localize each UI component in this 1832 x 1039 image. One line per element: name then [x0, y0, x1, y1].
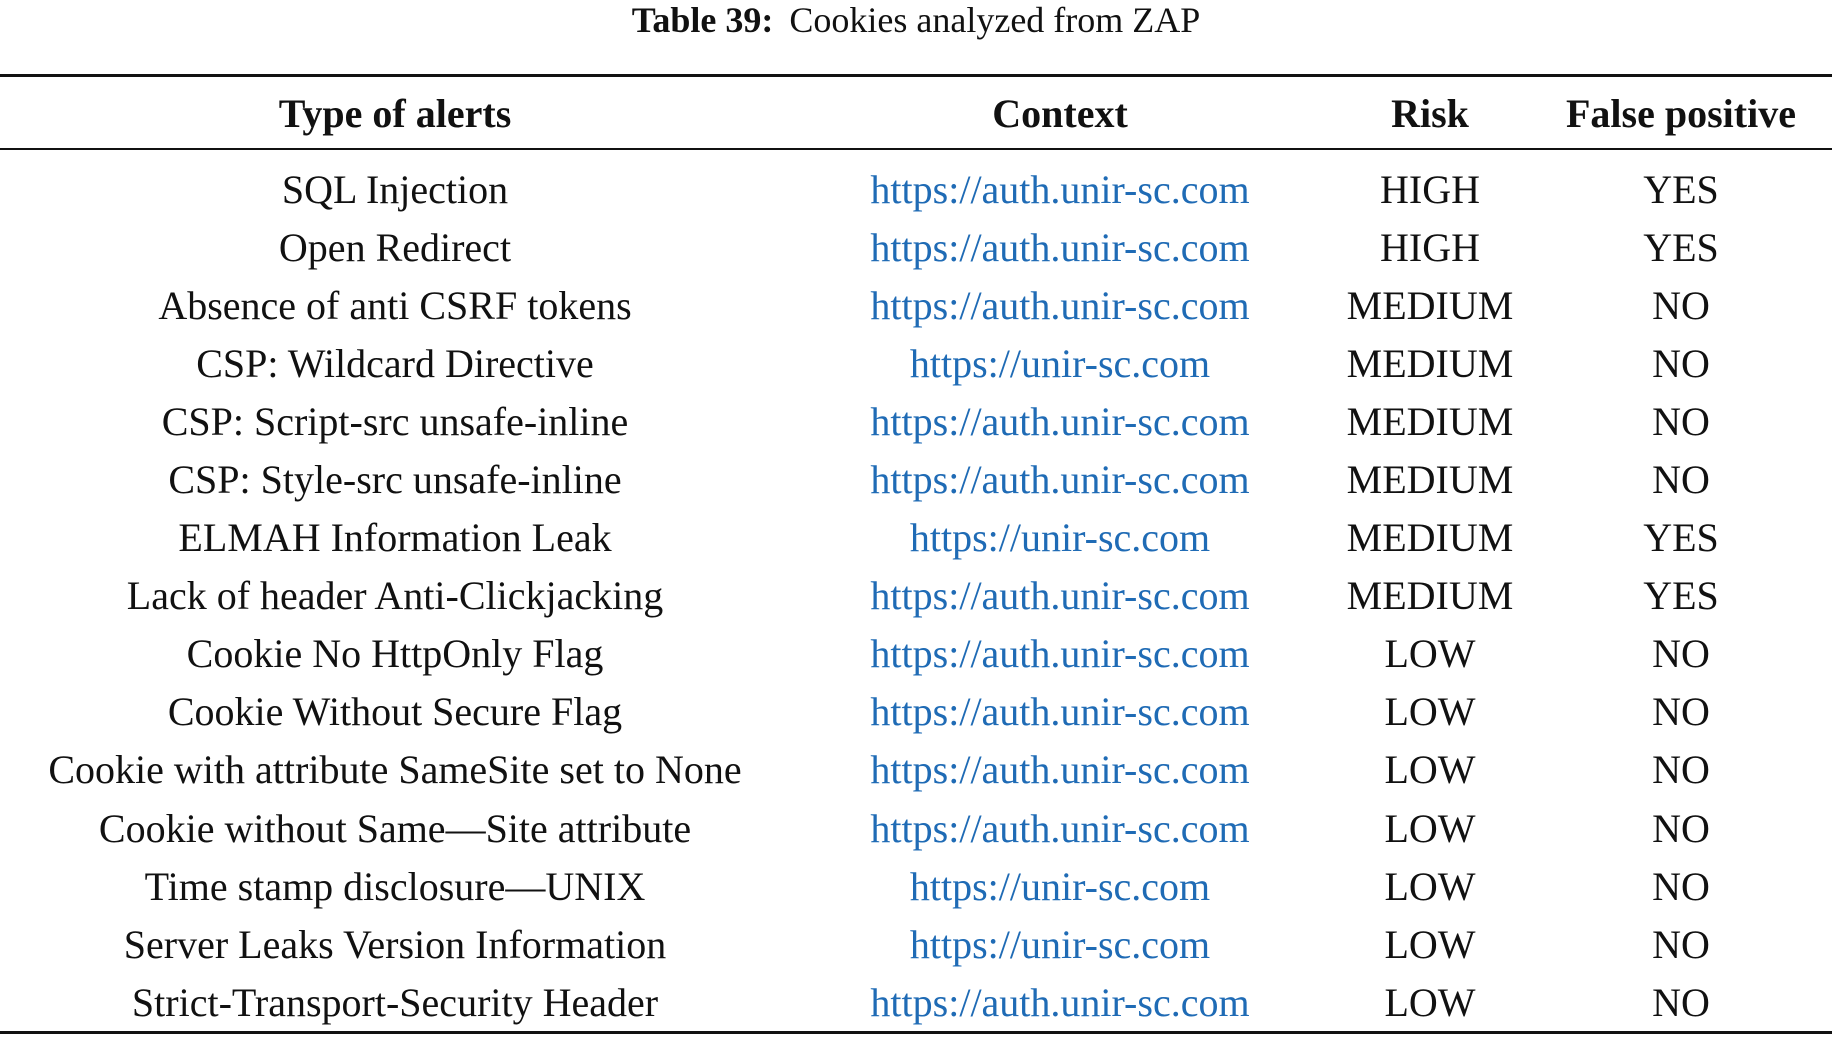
table-row — [0, 567, 1832, 625]
table-row — [0, 276, 1832, 334]
false-positive-cell: NO — [1652, 457, 1710, 503]
context-link[interactable]: https://auth.unir-sc.com — [870, 979, 1250, 1025]
table-header-rule — [0, 148, 1832, 150]
alert-type-cell: Cookie No HttpOnly Flag — [186, 631, 604, 677]
context-link[interactable]: https://auth.unir-sc.com — [870, 457, 1250, 503]
false-positive-cell: NO — [1652, 282, 1710, 328]
risk-cell: MEDIUM — [1346, 282, 1514, 328]
alert-type-cell: CSP: Script-src unsafe-inline — [161, 398, 629, 444]
false-positive-cell: YES — [1643, 573, 1719, 619]
alert-type-cell: SQL Injection — [281, 166, 509, 212]
risk-cell: LOW — [1384, 689, 1476, 735]
context-link[interactable]: https://unir-sc.com — [909, 515, 1211, 561]
alert-type-cell: Open Redirect — [278, 224, 512, 270]
false-positive-cell: NO — [1652, 747, 1710, 793]
table-row — [0, 509, 1832, 567]
false-positive-cell: NO — [1652, 805, 1710, 851]
false-positive-cell: NO — [1652, 979, 1710, 1025]
context-link[interactable]: https://auth.unir-sc.com — [870, 631, 1250, 677]
false-positive-cell: NO — [1652, 921, 1710, 967]
alert-type-cell: Strict-Transport-Security Header — [131, 979, 659, 1025]
false-positive-cell: NO — [1652, 398, 1710, 444]
table-row — [0, 857, 1832, 915]
table-caption — [0, 0, 1832, 44]
alert-type-cell: Cookie Without Secure Flag — [167, 689, 623, 735]
header-context: Context — [992, 90, 1128, 136]
table-row — [0, 973, 1832, 1031]
table-row — [0, 683, 1832, 741]
table-row — [0, 741, 1832, 799]
false-positive-cell: NO — [1652, 340, 1710, 386]
risk-cell: LOW — [1384, 631, 1476, 677]
false-positive-cell: NO — [1652, 863, 1710, 909]
table-row — [0, 625, 1832, 683]
table-caption-text: Cookies analyzed from ZAP — [789, 0, 1201, 40]
risk-cell: MEDIUM — [1346, 457, 1514, 503]
context-link[interactable]: https://auth.unir-sc.com — [870, 805, 1250, 851]
table-row — [0, 160, 1832, 218]
table-row — [0, 218, 1832, 276]
false-positive-cell: YES — [1643, 515, 1719, 561]
context-link[interactable]: https://auth.unir-sc.com — [870, 573, 1250, 619]
alert-type-cell: Cookie with attribute SameSite set to None — [48, 747, 742, 793]
table-row — [0, 334, 1832, 392]
context-link[interactable]: https://auth.unir-sc.com — [870, 282, 1250, 328]
alert-type-cell: CSP: Wildcard Directive — [196, 340, 594, 386]
alert-type-cell: Server Leaks Version Information — [123, 921, 667, 967]
alert-type-cell: Cookie without Same—Site attribute — [98, 805, 692, 851]
false-positive-cell: NO — [1652, 631, 1710, 677]
alert-type-cell: ELMAH Information Leak — [178, 515, 612, 561]
context-link[interactable]: https://auth.unir-sc.com — [870, 689, 1250, 735]
risk-cell: MEDIUM — [1346, 340, 1514, 386]
risk-cell: MEDIUM — [1346, 515, 1514, 561]
risk-cell: HIGH — [1380, 224, 1480, 270]
alert-type-cell: Time stamp disclosure—UNIX — [144, 863, 646, 909]
table-row — [0, 799, 1832, 857]
context-link[interactable]: https://auth.unir-sc.com — [870, 398, 1250, 444]
context-link[interactable]: https://unir-sc.com — [909, 863, 1211, 909]
false-positive-cell: YES — [1643, 224, 1719, 270]
alert-type-cell: CSP: Style-src unsafe-inline — [168, 457, 622, 503]
false-positive-cell: YES — [1643, 166, 1719, 212]
table-top-rule — [0, 74, 1832, 77]
table-row — [0, 392, 1832, 450]
table-bottom-rule — [0, 1031, 1832, 1034]
false-positive-cell: NO — [1652, 689, 1710, 735]
header-type-of-alerts: Type of alerts — [278, 90, 512, 136]
table-header-row — [0, 84, 1832, 142]
table-body — [0, 160, 1832, 1031]
risk-cell: LOW — [1384, 863, 1476, 909]
risk-cell: LOW — [1384, 747, 1476, 793]
risk-cell: LOW — [1384, 805, 1476, 851]
risk-cell: HIGH — [1380, 166, 1480, 212]
context-link[interactable]: https://unir-sc.com — [909, 340, 1211, 386]
risk-cell: MEDIUM — [1346, 573, 1514, 619]
table-row — [0, 915, 1832, 973]
context-link[interactable]: https://auth.unir-sc.com — [870, 747, 1250, 793]
risk-cell: LOW — [1384, 979, 1476, 1025]
alert-type-cell: Lack of header Anti-Clickjacking — [126, 573, 664, 619]
header-risk: Risk — [1391, 90, 1469, 136]
table-caption-label: Table 39: — [631, 0, 774, 40]
alert-type-cell: Absence of anti CSRF tokens — [158, 282, 632, 328]
risk-cell: MEDIUM — [1346, 398, 1514, 444]
header-false-positive: False positive — [1566, 90, 1796, 136]
context-link[interactable]: https://unir-sc.com — [909, 921, 1211, 967]
context-link[interactable]: https://auth.unir-sc.com — [870, 224, 1250, 270]
context-link[interactable]: https://auth.unir-sc.com — [870, 166, 1250, 212]
table-row — [0, 450, 1832, 508]
risk-cell: LOW — [1384, 921, 1476, 967]
